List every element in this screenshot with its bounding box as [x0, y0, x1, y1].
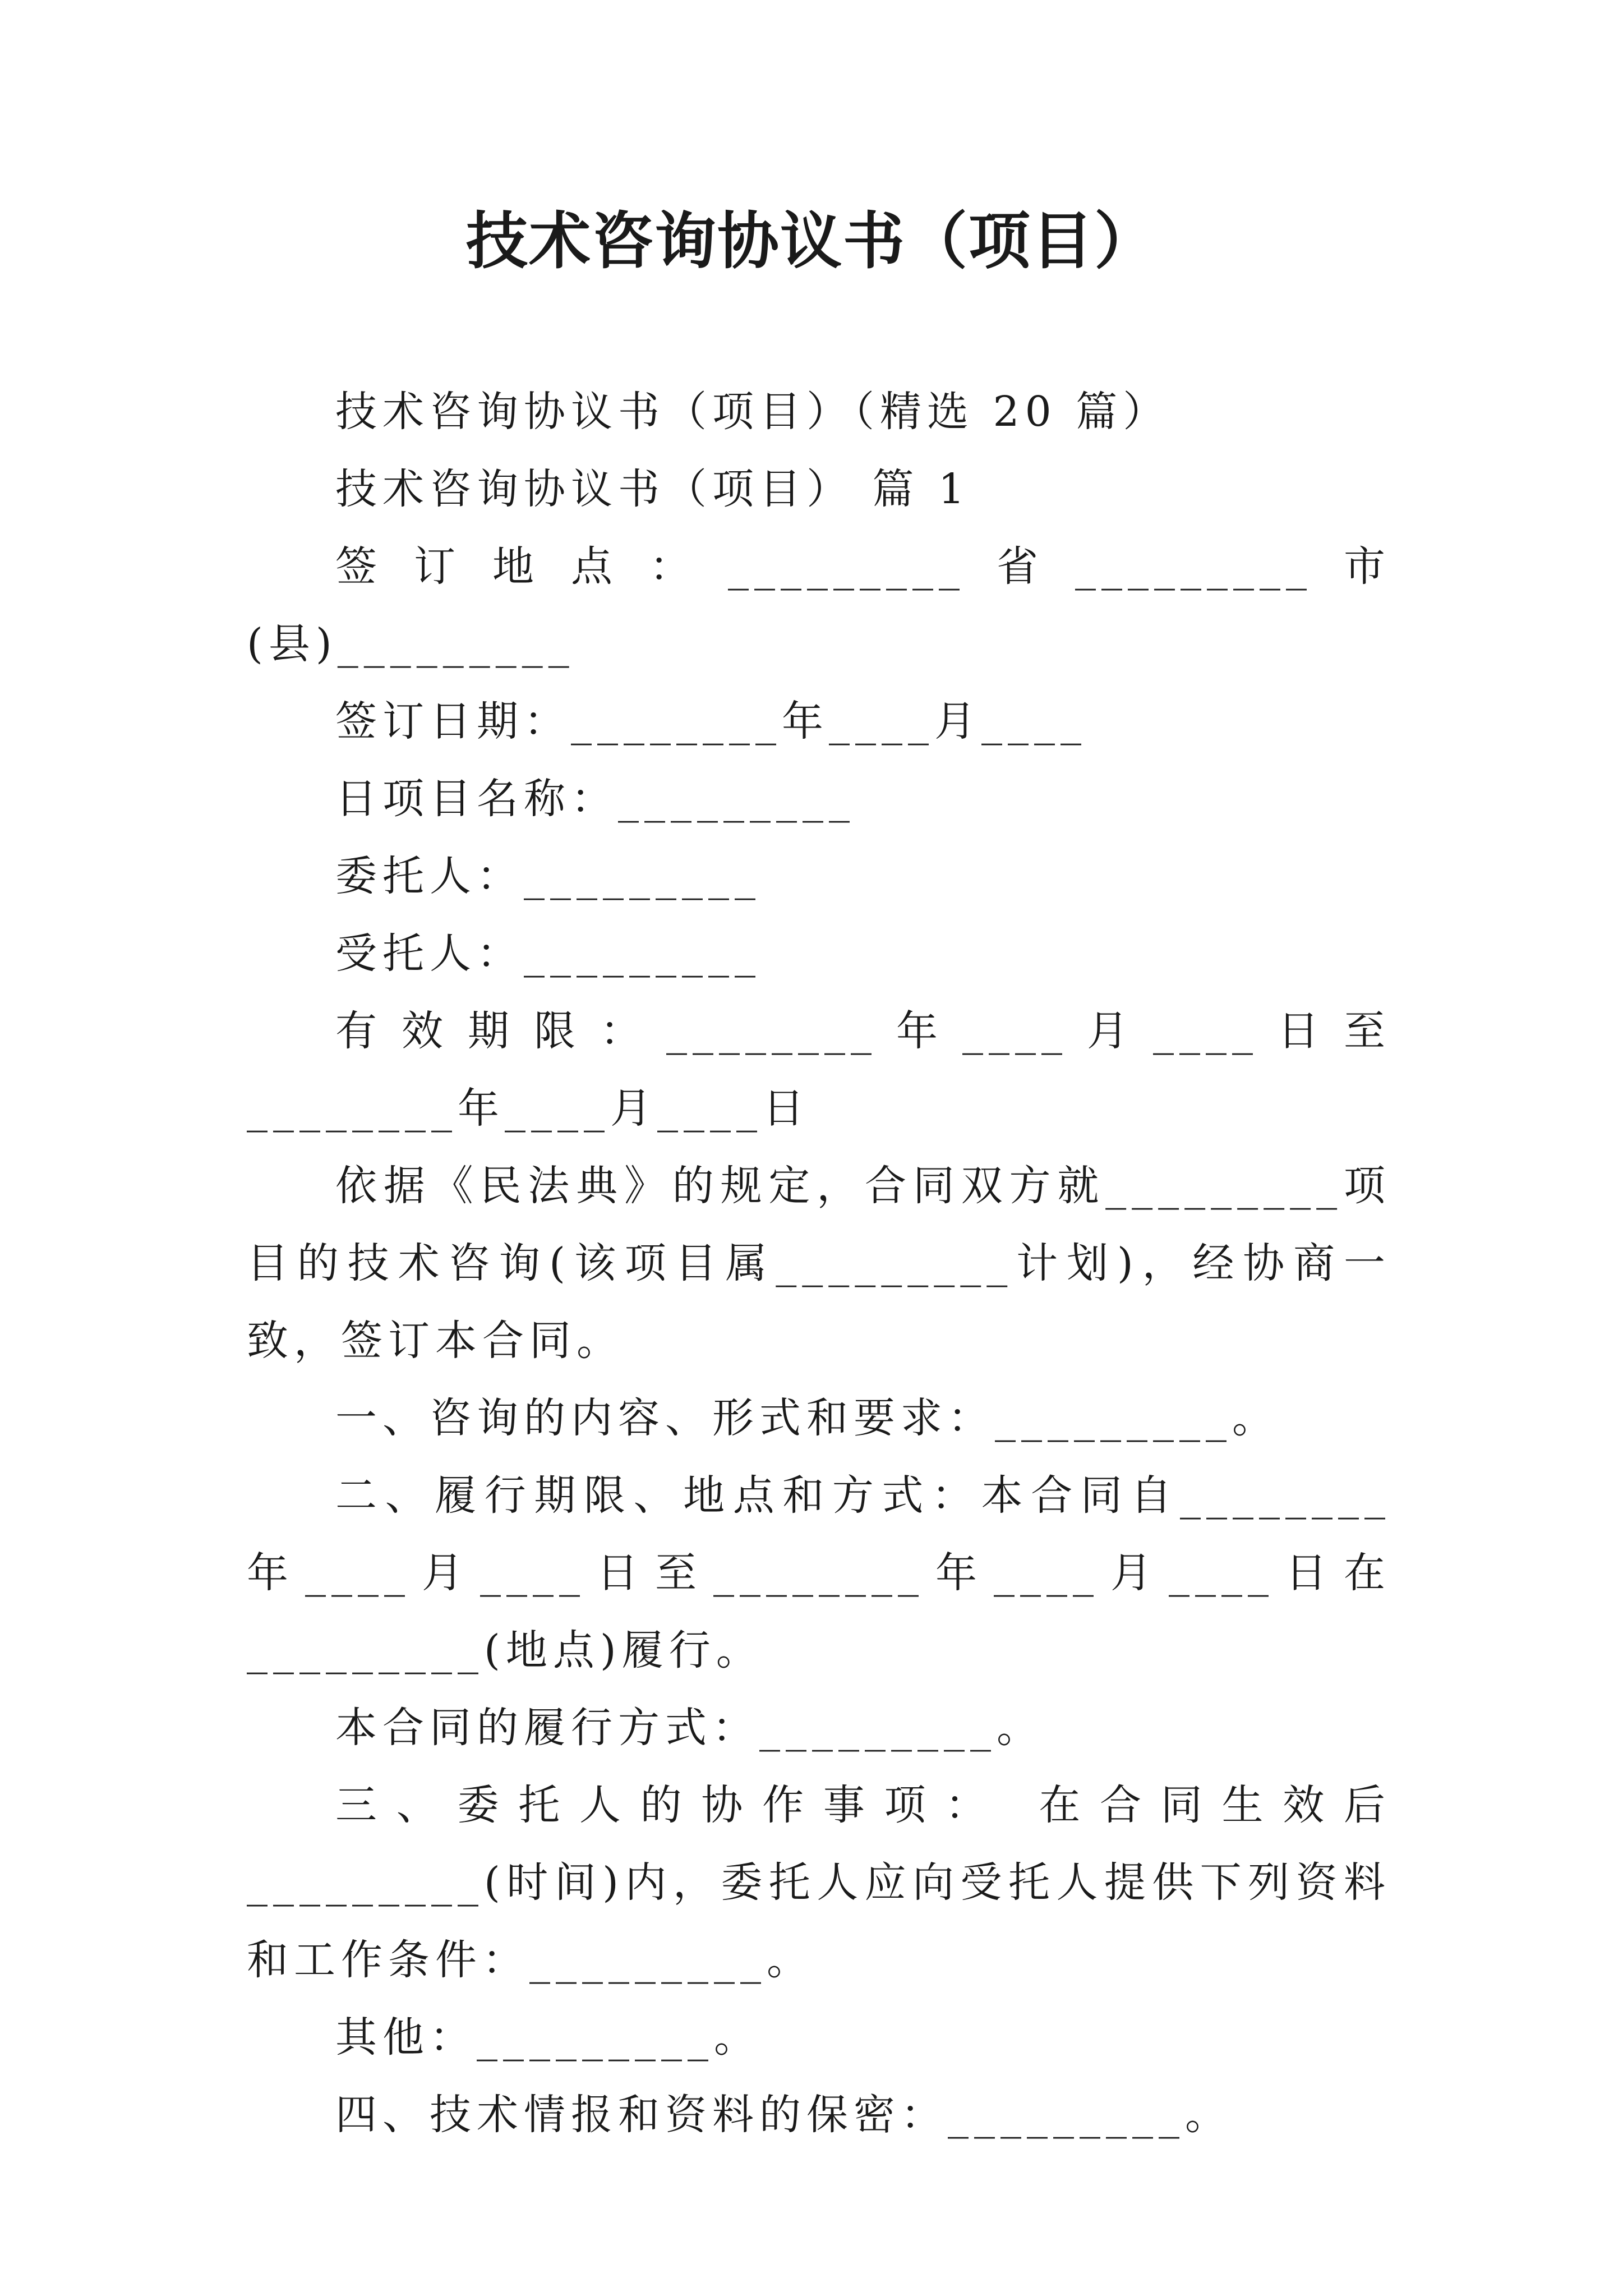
paragraph-signing-place: 签订地点：_________省_________市(县)_________ [247, 542, 1391, 668]
document-title: 技术咨询协议书（项目） [466, 205, 1157, 277]
paragraph-clause-4: 四、技术情报和资料的保密：_________。 [335, 2091, 1232, 2139]
paragraph-clause-3: 三、委托人的协作事项： 在合同生效后_________(时间)内，委托人应向受托人提供下列资料和工作条件：_________。 [247, 1781, 1391, 1984]
paragraph-signing-date: 签订日期：________年____月____ [335, 697, 1087, 746]
paragraph-validity-period: 有效期限：________年____月____日至________年____月____日 [247, 1007, 1391, 1133]
paragraph-other: 其他：_________。 [335, 2013, 761, 2062]
paragraph-clause-2: 二、履行期限、地点和方式：本合同自________年____月____日至________年____月____日在_________(地点)履行。 [247, 1471, 1391, 1674]
paragraph-clause-1: 一、咨询的内容、形式和要求：_________。 [335, 1394, 1279, 1442]
paragraph-contractor: 受托人：_________ [335, 930, 761, 978]
document-body [247, 373, 1391, 2154]
paragraph-client: 委托人：_________ [335, 852, 761, 900]
paragraph-performance-method: 本合同的履行方式：_________。 [335, 1704, 1044, 1752]
paragraph-legal-basis: 依据《民法典》的规定，合同双方就_________项目的技术咨询(该项目属_________计划)，经协商一致，签订本合同。 [247, 1162, 1391, 1365]
paragraph-project-name: 日项目名称：_________ [335, 775, 855, 823]
paragraph-subtitle: 技术咨询协议书（项目）（精选 20 篇） [335, 388, 1170, 436]
paragraph-section-heading: 技术咨询协议书（项目） 篇 1 [335, 465, 971, 513]
